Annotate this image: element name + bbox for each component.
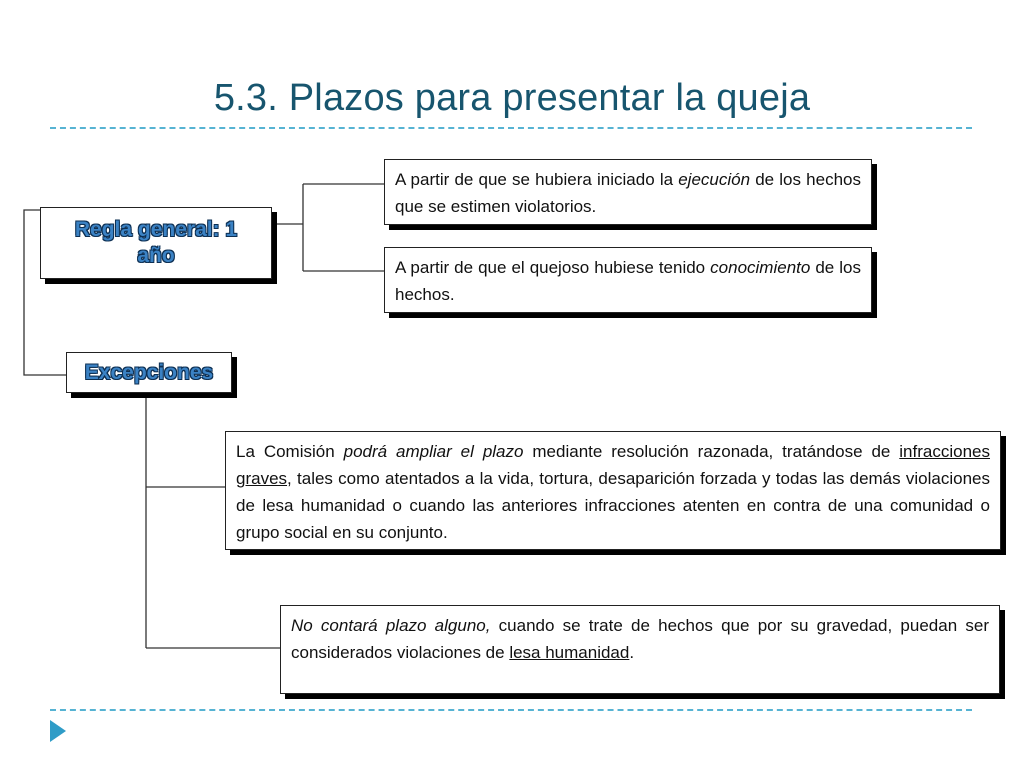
box-ampliar-text-1: La Comisión [236,442,344,461]
box-ampliar-text-3: , tales como atentados a la vida, tortura, desaparición forzada y todas las demás violaciones de lesa humanidad o cuando las anteriores infracciones atenten en contra de una comunidad o grupo social en su conjunto. [236,469,990,542]
box-no-plazo-underline: lesa humanidad [509,643,630,662]
box-conocimiento-text-1: A partir de que el quejoso hubiese tenido [395,258,711,277]
box-conocimiento-italic: conocimiento [710,258,811,277]
regla-general-node [40,207,272,279]
box-no-plazo [280,605,1000,694]
footer-divider [50,709,972,711]
regla-general-label: Regla general: 1 año [74,218,238,267]
box-ampliar-plazo [225,431,1001,550]
excepciones-node [66,352,232,393]
box-ampliar-underline: infracciones graves [236,442,990,488]
slide-title: 5.3. Plazos para presentar la queja [213,77,811,119]
excepciones-label: Excepciones [84,360,214,384]
box-ampliar-italic: podrá ampliar el plazo [343,442,524,461]
box-ejecucion [384,159,872,225]
box-ejecucion-text-1: A partir de que se hubiera iniciado la [395,170,679,189]
box-no-plazo-italic: No contará plazo alguno, [291,616,491,635]
box-conocimiento-text-2: de los hechos. [395,258,861,304]
box-ampliar-text-2: mediante resolución razonada, tratándose de [523,442,900,461]
box-no-plazo-text-2: . [629,643,635,662]
box-ejecucion-text-2: de los hechos que se estimen violatorios. [395,170,861,216]
box-no-plazo-text-1: cuando se trate de hechos que por su gravedad, puedan ser considerados violaciones de [291,616,989,662]
box-ejecucion-italic: ejecución [678,170,751,189]
arrow-bullet-icon [50,720,66,742]
box-conocimiento [384,247,872,313]
